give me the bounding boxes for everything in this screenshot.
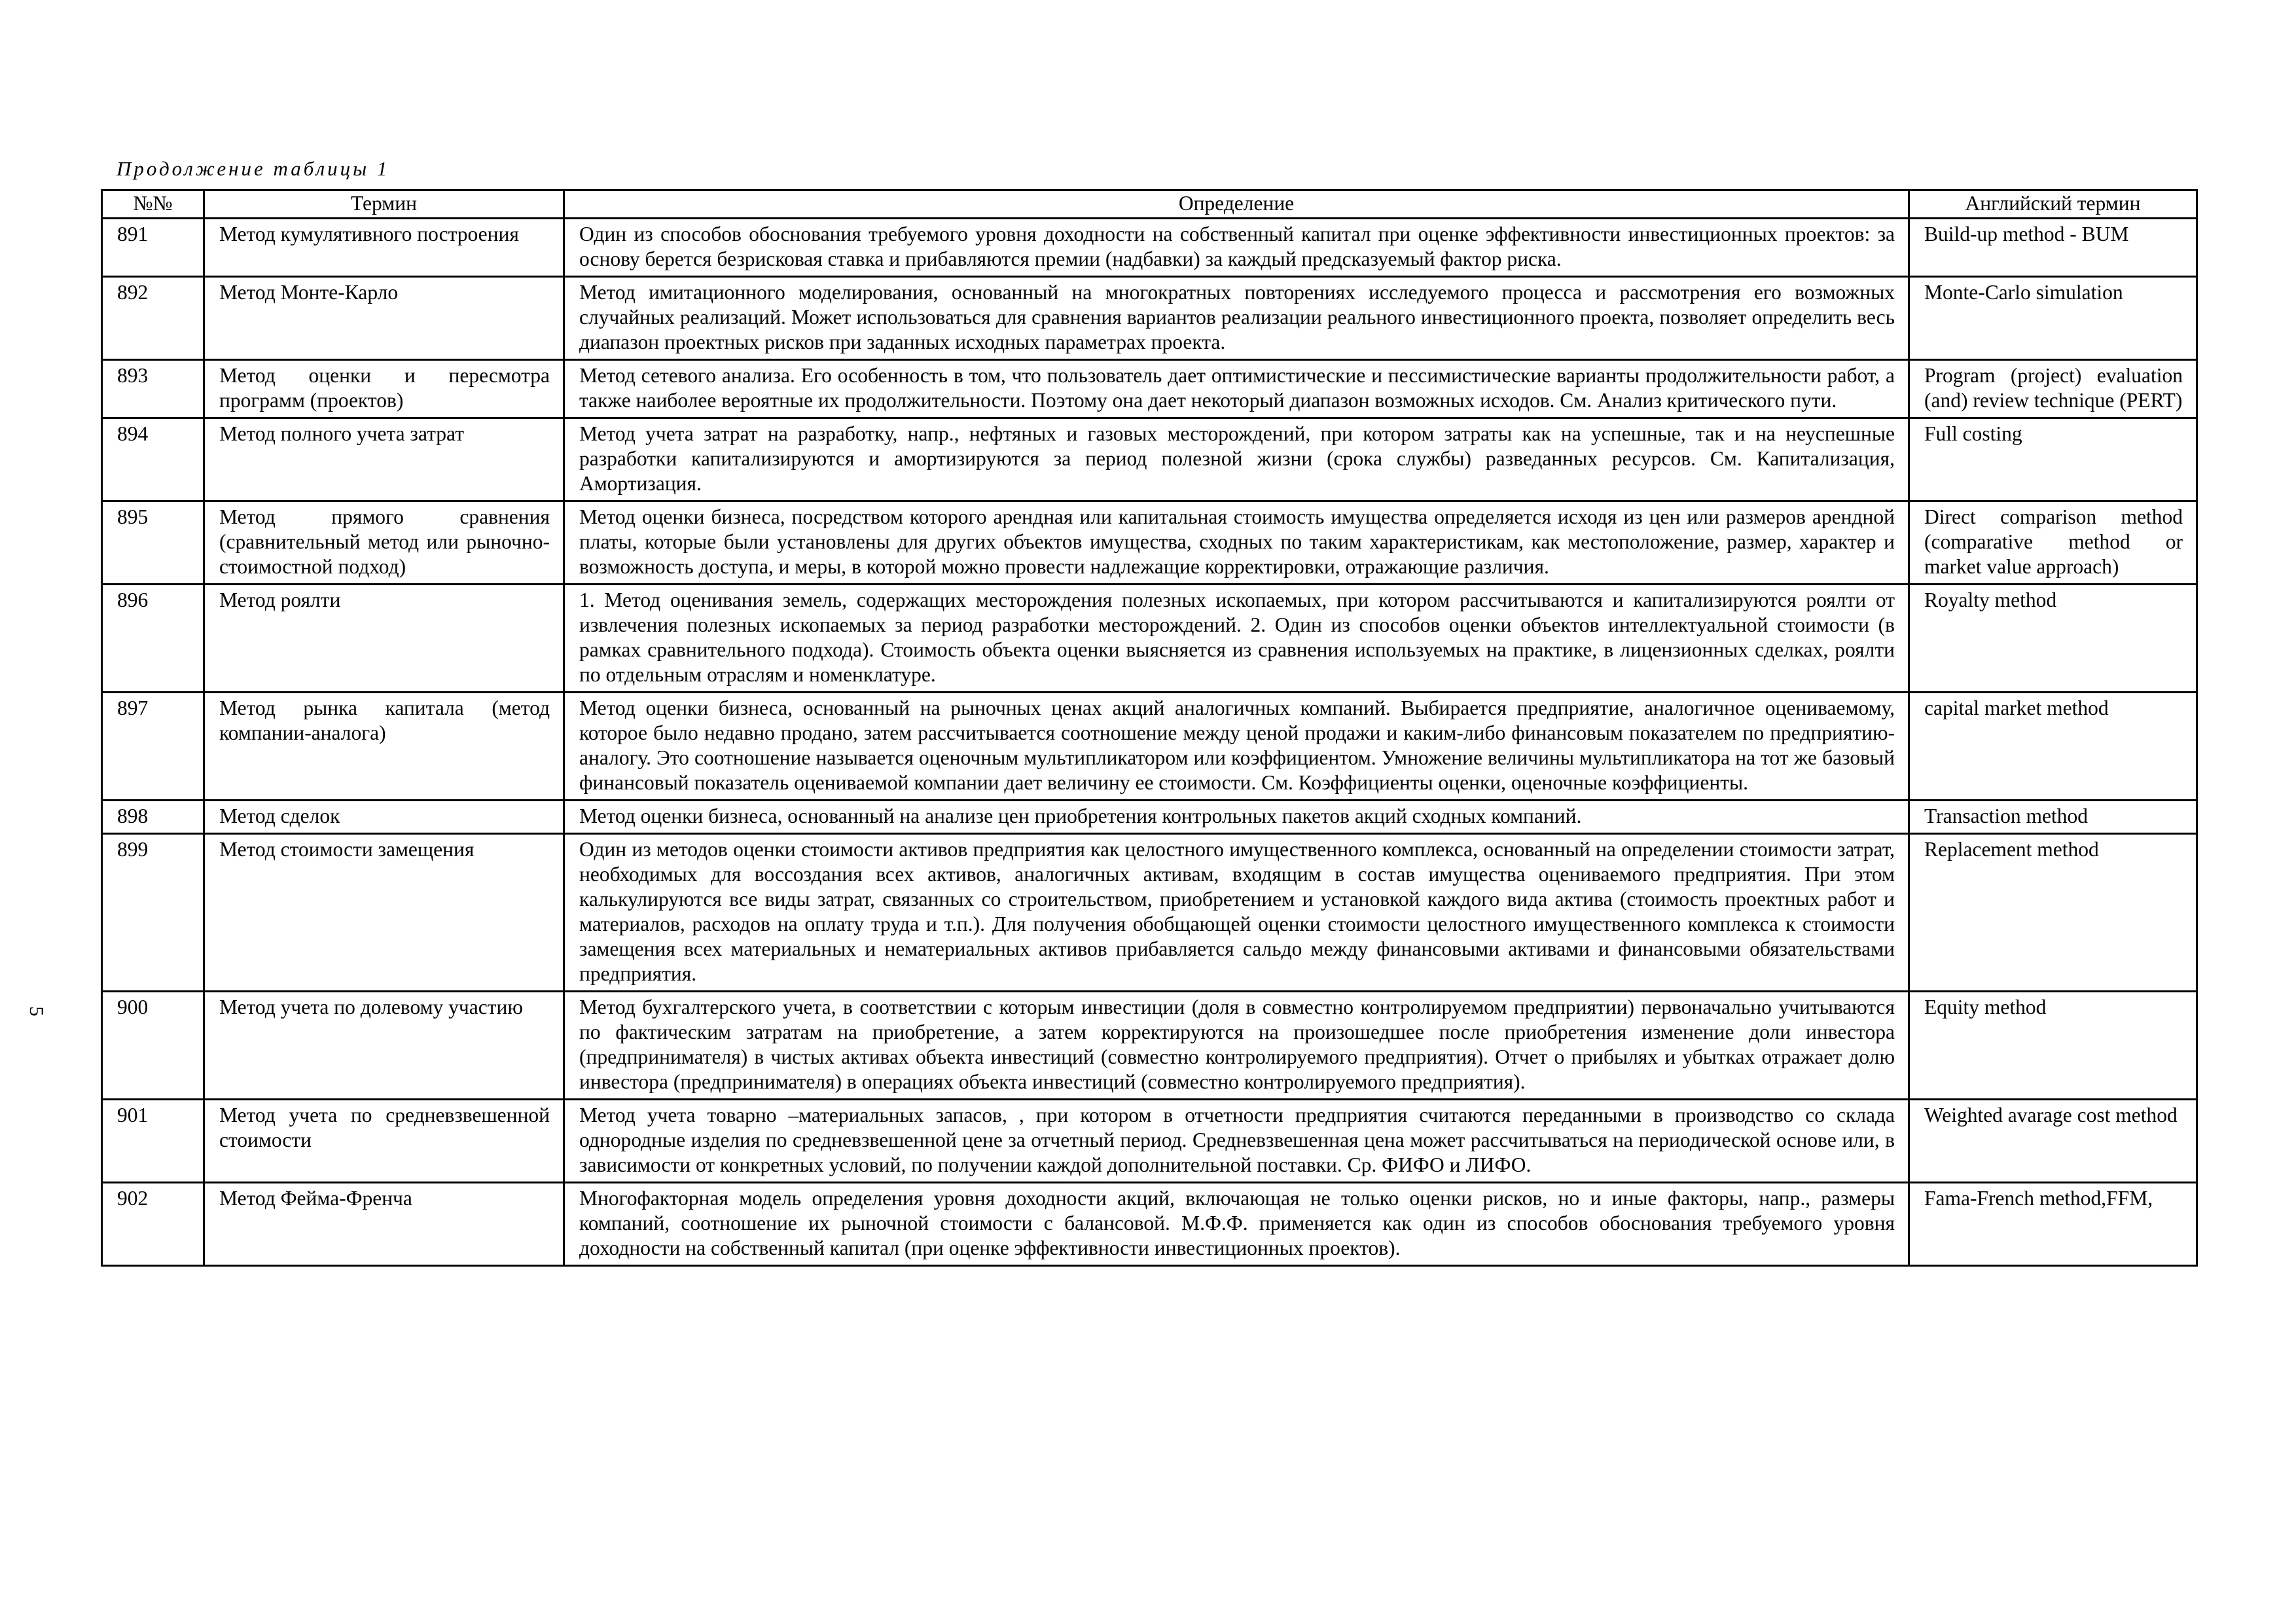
row-number: 895 bbox=[102, 501, 204, 585]
row-definition: Метод учета затрат на разработку, напр., нефтяных и газовых месторождений, при котором затраты как на успешные, так и на неуспешные разработки капитализируются и амортизируются за период полезной жизни (срока службы) разведанных ресурсов. См. Капитализация, Амортизация. bbox=[564, 418, 1909, 501]
row-number: 893 bbox=[102, 360, 204, 418]
row-english-term: Replacement method bbox=[1909, 834, 2197, 992]
row-term: Метод сделок bbox=[204, 801, 564, 834]
header-definition: Определение bbox=[564, 190, 1909, 219]
page-number: 5 bbox=[26, 1006, 48, 1017]
row-definition: Метод имитационного моделирования, основанный на многократных повторениях исследуемого процесса и рассмотрения его возможных случайных реализаций. Может использоваться для сравнения вариантов реализации реального инвестиционного проекта, позволяет определить весь диапазон проектных рисков при заданных исходных параметрах проекта. bbox=[564, 277, 1909, 360]
glossary-table bbox=[101, 189, 2198, 1267]
table-row bbox=[102, 360, 2197, 418]
table-row bbox=[102, 992, 2197, 1100]
row-number: 902 bbox=[102, 1183, 204, 1266]
row-definition: Один из методов оценки стоимости активов предприятия как целостного имущественного комплекса, основанный на определении стоимости затрат, необходимых для воссоздания всех активов, аналогичных активам, входящим в состав имущества оцениваемого предприятия. При этом калькулируются все виды затрат, связанных со строительством, приобретением и установкой каждого вида актива (стоимость проектных работ и материалов, расходов на оплату труда и т.п.). Для получения обобщающей оценки стоимости целостного имущественного комплекса к стоимости замещения всех материальных и нематериальных активов прибавляется сальдо между финансовыми активами и финансовыми обязательствами предприятия. bbox=[564, 834, 1909, 992]
row-term: Метод учета по долевому участию bbox=[204, 992, 564, 1100]
row-term: Метод Фейма-Френча bbox=[204, 1183, 564, 1266]
table-row bbox=[102, 219, 2197, 277]
table-row bbox=[102, 585, 2197, 693]
row-english-term: Monte-Carlo simulation bbox=[1909, 277, 2197, 360]
table-row bbox=[102, 801, 2197, 834]
table-row bbox=[102, 501, 2197, 585]
row-number: 894 bbox=[102, 418, 204, 501]
row-english-term: Transaction method bbox=[1909, 801, 2197, 834]
row-term: Метод Монте-Карло bbox=[204, 277, 564, 360]
row-english-term: Full costing bbox=[1909, 418, 2197, 501]
row-definition: Метод бухгалтерского учета, в соответствии с которым инвестиции (доля в совместно контролируемом предприятии) первоначально учитываются по фактическим затратам на приобретение, а затем корректируются на произошедшее после приобретения изменение доли инвестора (предпринимателя) в чистых активах объекта инвестиций (совместно контролируемого предприятия). Отчет о прибылях и убытках отражает долю инвестора (предпринимателя) в операциях объекта инвестиций (совместно контролируемого предприятия). bbox=[564, 992, 1909, 1100]
table-row bbox=[102, 1183, 2197, 1266]
row-definition: 1. Метод оценивания земель, содержащих месторождения полезных ископаемых, при котором рассчитываются и капитализируются роялти от извлечения полезных ископаемых за период разработки месторождений. 2. Один из способов оценки объектов интеллектуальной стоимости (в рамках сравнительного подхода). Стоимость объекта оценки выясняется из сравнения используемых на практике, в лицензионных сделках, роялти по отдельным отраслям и номенклатуре. bbox=[564, 585, 1909, 693]
row-number: 901 bbox=[102, 1100, 204, 1183]
row-number: 892 bbox=[102, 277, 204, 360]
row-number: 896 bbox=[102, 585, 204, 693]
row-term: Метод рынка капитала (метод компании-аналога) bbox=[204, 693, 564, 801]
row-definition: Метод оценки бизнеса, основанный на анализе цен приобретения контрольных пакетов акций сходных компаний. bbox=[564, 801, 1909, 834]
header-number: №№ bbox=[102, 190, 204, 219]
header-row bbox=[102, 190, 2197, 219]
row-term: Метод полного учета затрат bbox=[204, 418, 564, 501]
table-body bbox=[102, 219, 2197, 1266]
row-term: Метод прямого сравнения (сравнительный метод или рыночно-стоимостной подход) bbox=[204, 501, 564, 585]
row-english-term: Equity method bbox=[1909, 992, 2197, 1100]
header-term: Термин bbox=[204, 190, 564, 219]
row-term: Метод кумулятивного построения bbox=[204, 219, 564, 277]
row-english-term: capital market method bbox=[1909, 693, 2197, 801]
row-english-term: Royalty method bbox=[1909, 585, 2197, 693]
row-english-term: Build-up method - BUM bbox=[1909, 219, 2197, 277]
row-number: 891 bbox=[102, 219, 204, 277]
row-definition: Метод учета товарно –материальных запасов, , при котором в отчетности предприятия считаются переданными в производство со склада однородные изделия по средневзвешенной цене за отчетный период. Средневзвешенная цена может рассчитываться на периодической основе или, в зависимости от конкретных условий, по получении каждой дополнительной поставки. Ср. ФИФО и ЛИФО. bbox=[564, 1100, 1909, 1183]
row-term: Метод стоимости замещения bbox=[204, 834, 564, 992]
row-number: 899 bbox=[102, 834, 204, 992]
row-definition: Многофакторная модель определения уровня доходности акций, включающая не только оценки рисков, но и иные факторы, напр., размеры компаний, соотношение их рыночной стоимости с балансовой. М.Ф.Ф. применяется как один из способов обоснования требуемого уровня доходности на собственный капитал (при оценке эффективности инвестиционных проектов). bbox=[564, 1183, 1909, 1266]
table-header bbox=[102, 190, 2197, 219]
table-row bbox=[102, 834, 2197, 992]
row-english-term: Weighted avarage cost method bbox=[1909, 1100, 2197, 1183]
row-english-term: Program (project) evaluation (and) review technique (PERT) bbox=[1909, 360, 2197, 418]
row-definition: Метод оценки бизнеса, посредством которого арендная или капитальная стоимость имущества определяется исходя из цен или размеров арендной платы, которые были установлены для других объектов имущества, сходных по таким характеристикам, как местоположение, размер, характер и возможность доступа, и меры, в которой можно провести надлежащие корректировки, отражающие различия. bbox=[564, 501, 1909, 585]
row-number: 900 bbox=[102, 992, 204, 1100]
header-english-term: Английский термин bbox=[1909, 190, 2197, 219]
row-number: 897 bbox=[102, 693, 204, 801]
row-term: Метод оценки и пересмотра программ (проектов) bbox=[204, 360, 564, 418]
table-row bbox=[102, 693, 2197, 801]
row-definition: Метод оценки бизнеса, основанный на рыночных ценах акций аналогичных компаний. Выбирается предприятие, аналогичное оцениваемому, которое было недавно продано, затем рассчитывается соотношение между ценой продажи и каким-либо финансовым показателем по предприятию-аналогу. Это соотношение называется оценочным мультипликатором или коэффициентом. Умножение величины мультипликатора на тот же базовый финансовый показатель оцениваемой компании дает величину ее стоимости. См. Коэффициенты оценки, оценочные коэффициенты. bbox=[564, 693, 1909, 801]
row-number: 898 bbox=[102, 801, 204, 834]
row-definition: Один из способов обоснования требуемого уровня доходности на собственный капитал при оценке эффективности инвестиционных проектов: за основу берется безрисковая ставка и прибавляются премии (надбавки) за каждый предсказуемый фактор риска. bbox=[564, 219, 1909, 277]
row-english-term: Direct comparison method (comparative method or market value approach) bbox=[1909, 501, 2197, 585]
table-caption: Продолжение таблицы 1 bbox=[117, 157, 390, 180]
table-row bbox=[102, 1100, 2197, 1183]
row-definition: Метод сетевого анализа. Его особенность в том, что пользователь дает оптимистические и пессимистические варианты продолжительности работ, а также наиболее вероятные их продолжительности. Поэтому она дает некоторый диапазон возможных исходов. См. Анализ критического пути. bbox=[564, 360, 1909, 418]
table-row bbox=[102, 418, 2197, 501]
row-term: Метод роялти bbox=[204, 585, 564, 693]
row-english-term: Fama-French method,FFM, bbox=[1909, 1183, 2197, 1266]
table-row bbox=[102, 277, 2197, 360]
row-term: Метод учета по средневзвешенной стоимости bbox=[204, 1100, 564, 1183]
